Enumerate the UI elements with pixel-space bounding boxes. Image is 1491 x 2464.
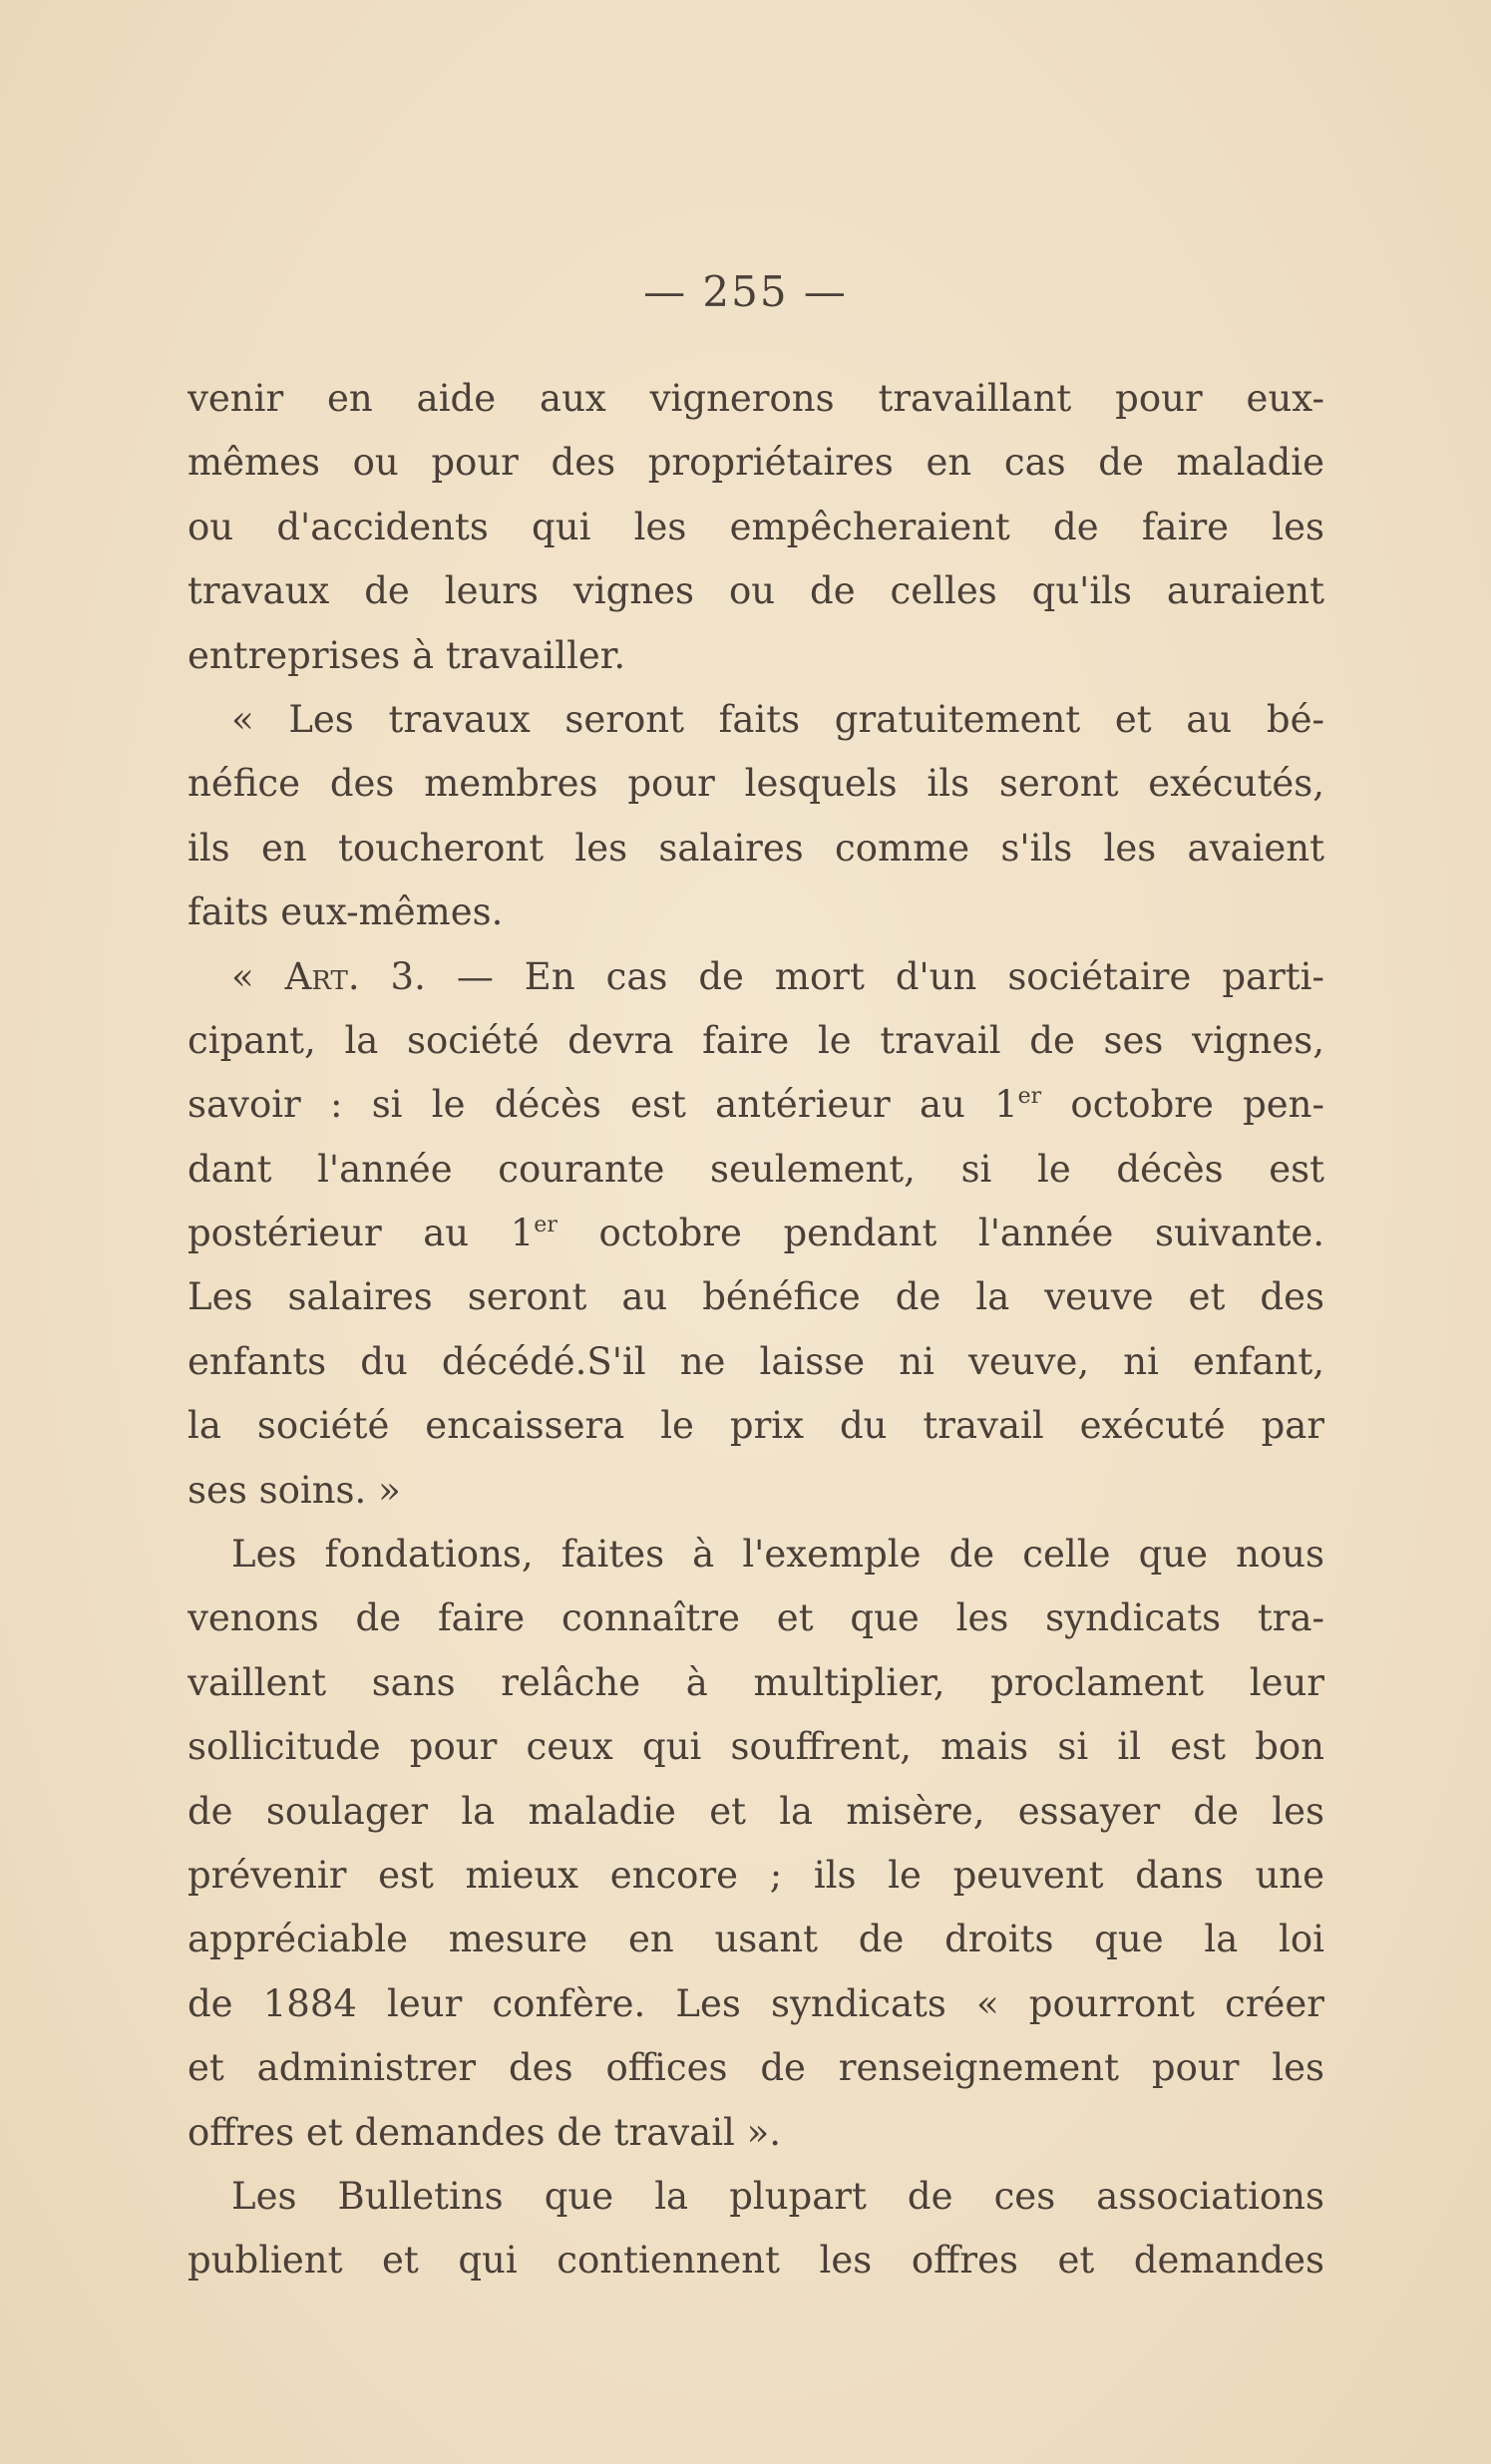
text-line: ses soins. » <box>187 1468 401 1512</box>
text-line: ils en toucheront les salaires comme s'ils les avaient <box>187 826 1324 870</box>
text-line: ou d'accidents qui les empêcheraient de faire les <box>187 505 1324 548</box>
text-segment: . 3. — En cas de mort d'un sociétaire parti- <box>347 954 1324 998</box>
page-number: — 255 — <box>643 267 848 316</box>
text-line: la société encaissera le prix du travail exécuté par <box>187 1404 1324 1448</box>
text-segment: postérieur au 1 <box>187 1212 535 1255</box>
text-line: sollicitude pour ceux qui souffrent, mais si il est bon <box>187 1725 1324 1769</box>
text-line: entreprises à travailler. <box>187 633 626 677</box>
text-line: prévenir est mieux encore ; ils le peuvent dans une <box>187 1853 1324 1897</box>
text-line: dant l'année courante seulement, si le décès est <box>187 1147 1324 1191</box>
body-text <box>187 367 1324 2293</box>
text-line: travaux de leurs vignes ou de celles qu'ils auraient <box>187 569 1324 613</box>
text-line: venir en aide aux vignerons travaillant pour eux- <box>187 377 1324 420</box>
text-line: Les Bulletins que la plupart de ces associations <box>231 2174 1324 2218</box>
superscript: er <box>1017 1084 1042 1110</box>
text-segment: octobre pen- <box>1041 1083 1324 1127</box>
text-segment: octobre pendant l'année suivante. <box>557 1212 1324 1255</box>
text-line <box>187 1202 1324 1265</box>
text-line: publient et qui contiennent les offres et demandes <box>187 2239 1324 2283</box>
text-segment: savoir : si le décès est antérieur au 1 <box>187 1083 1018 1127</box>
text-line <box>187 1073 1324 1137</box>
text-line: néfice des membres pour lesquels ils seront exécutés, <box>187 762 1324 806</box>
text-line: appréciable mesure en usant de droits que la loi <box>187 1918 1324 1961</box>
text-line: vaillent sans relâche à multiplier, proclament leur <box>187 1660 1324 1704</box>
text-line: de soulager la maladie et la misère, essayer de les <box>187 1789 1324 1833</box>
text-line: faits eux-mêmes. <box>187 890 504 934</box>
text-line: mêmes ou pour des propriétaires en cas de maladie <box>187 441 1324 485</box>
text-segment: « <box>231 954 285 998</box>
text-line: offres et demandes de travail ». <box>187 2110 782 2154</box>
text-line: Les salaires seront au bénéfice de la veuve et des <box>187 1275 1324 1319</box>
text-line: de 1884 leur confère. Les syndicats « pourront créer <box>187 1981 1324 2025</box>
text-line: et administrer des offices de renseignement pour les <box>187 2046 1324 2090</box>
text-line: cipant, la société devra faire le travail de ses vignes, <box>187 1018 1324 1062</box>
superscript: er <box>534 1213 558 1238</box>
text-line: enfants du décédé.S'il ne laisse ni veuve, ni enfant, <box>187 1339 1324 1383</box>
text-line: Les fondations, faites à l'exemple de celle que nous <box>231 1533 1324 1577</box>
article-label: Art <box>284 954 348 998</box>
text-line: « Les travaux seront faits gratuitement et au bé- <box>231 697 1324 741</box>
text-line: venons de faire connaître et que les syndicats tra- <box>187 1596 1324 1640</box>
text-line <box>187 945 1324 1009</box>
